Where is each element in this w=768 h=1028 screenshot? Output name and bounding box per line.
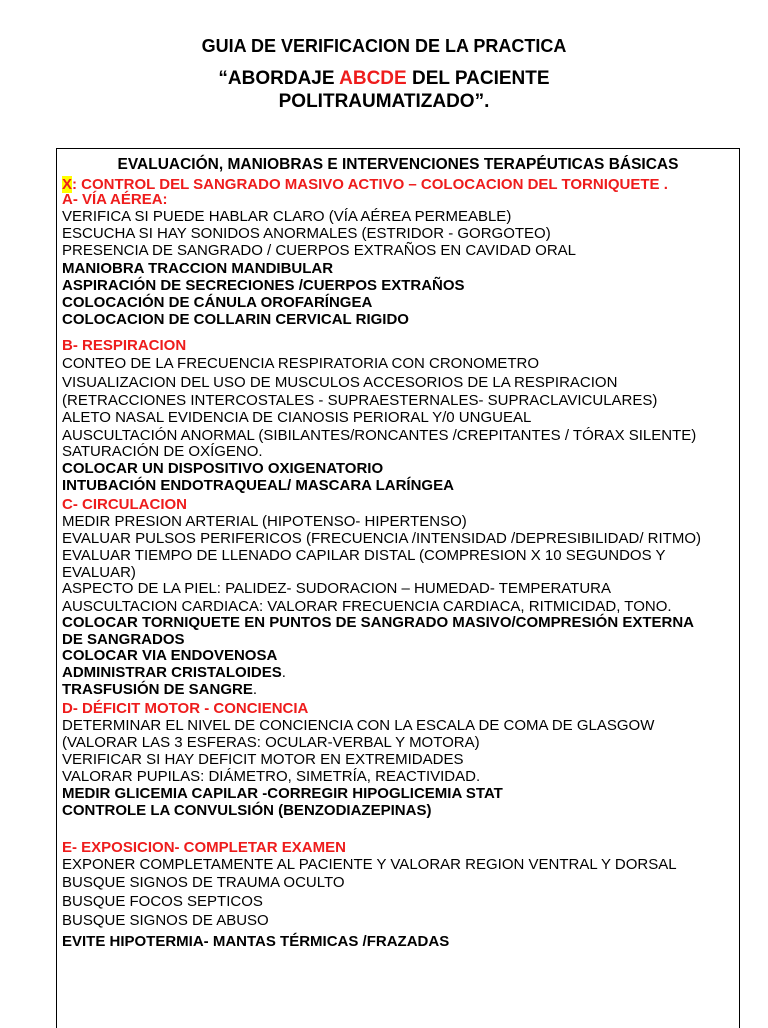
- d-item: DETERMINAR EL NIVEL DE CONCIENCIA CON LA ESCALA DE COMA DE GLASGOW: [62, 717, 655, 734]
- b-item: (RETRACCIONES INTERCOSTALES - SUPRAESTERNALES- SUPRACLAVICULARES): [62, 392, 658, 409]
- a-item: ASPIRACIÓN DE SECRECIONES /CUERPOS EXTRAÑOS: [62, 277, 465, 294]
- e-item: EVITE HIPOTERMIA- MANTAS TÉRMICAS /FRAZADAS: [62, 933, 450, 950]
- table-heading: EVALUACIÓN, MANIOBRAS E INTERVENCIONES TERAPÉUTICAS BÁSICAS: [117, 156, 679, 173]
- d-item: (VALORAR LAS 3 ESFERAS: OCULAR-VERBAL Y MOTORA): [62, 734, 480, 751]
- d-item: MEDIR GLICEMIA CAPILAR -CORREGIR HIPOGLICEMIA STAT: [62, 785, 503, 802]
- b-item: SATURACIÓN DE OXÍGENO.: [62, 443, 263, 460]
- document-subtitle: [0, 67, 768, 113]
- d-item: VALORAR PUPILAS: DIÁMETRO, SIMETRÍA, REACTIVIDAD.: [62, 768, 481, 785]
- c-item: ASPECTO DE LA PIEL: PALIDEZ- SUDORACION – HUMEDAD- TEMPERATURA: [62, 580, 612, 597]
- a-item: COLOCACION DE COLLARIN CERVICAL RIGIDO: [62, 311, 409, 328]
- b-item: AUSCULTACIÓN ANORMAL (SIBILANTES/RONCANTES /CREPITANTES / TÓRAX SILENTE): [62, 427, 697, 444]
- section-a-title: A- VÍA AÉREA:: [62, 191, 168, 208]
- c-item-period: .: [252, 681, 258, 698]
- c-item: EVALUAR PULSOS PERIFERICOS (FRECUENCIA /INTENSIDAD /DEPRESIBILIDAD/ RITMO): [62, 530, 702, 547]
- c-item: [62, 664, 286, 681]
- b-item: INTUBACIÓN ENDOTRAQUEAL/ MASCARA LARÍNGEA: [62, 477, 454, 494]
- a-item: MANIOBRA TRACCION MANDIBULAR: [62, 260, 334, 277]
- c-item-text: TRASFUSIÓN DE SANGRE: [62, 681, 253, 698]
- c-item: COLOCAR TORNIQUETE EN PUNTOS DE SANGRADO MASIVO/COMPRESIÓN EXTERNA: [62, 614, 694, 631]
- a-item: COLOCACIÓN DE CÁNULA OROFARÍNGEA: [62, 294, 373, 311]
- a-item: ESCUCHA SI HAY SONIDOS ANORMALES (ESTRIDOR - GORGOTEO): [62, 225, 551, 242]
- e-item: EXPONER COMPLETAMENTE AL PACIENTE Y VALORAR REGION VENTRAL Y DORSAL: [62, 856, 677, 873]
- c-item: EVALUAR): [62, 564, 136, 581]
- a-item: VERIFICA SI PUEDE HABLAR CLARO (VÍA AÉREA PERMEABLE): [62, 208, 512, 225]
- c-item: COLOCAR VIA ENDOVENOSA: [62, 647, 278, 664]
- e-item: BUSQUE SIGNOS DE ABUSO: [62, 912, 269, 929]
- b-item: ALETO NASAL EVIDENCIA DE CIANOSIS PERIORAL Y/0 UNGUEAL: [62, 409, 532, 426]
- c-item: DE SANGRADOS: [62, 631, 185, 648]
- e-item: BUSQUE FOCOS SEPTICOS: [62, 893, 263, 910]
- subtitle-post: DEL PACIENTE: [406, 68, 550, 89]
- section-c-title: C- CIRCULACION: [62, 496, 187, 513]
- subtitle-line3: POLITRAUMATIZADO”.: [278, 91, 490, 112]
- c-item: [62, 681, 257, 698]
- b-item: COLOCAR UN DISPOSITIVO OXIGENATORIO: [62, 460, 384, 477]
- b-item: CONTEO DE LA FRECUENCIA RESPIRATORIA CON CRONOMETRO: [62, 355, 540, 372]
- c-item: MEDIR PRESION ARTERIAL (HIPOTENSO- HIPERTENSO): [62, 513, 467, 530]
- section-d-title: D- DÉFICIT MOTOR - CONCIENCIA: [62, 700, 309, 717]
- c-item-text: ADMINISTRAR CRISTALOIDES: [62, 664, 282, 681]
- c-item: AUSCULTACION CARDIACA: VALORAR FRECUENCIA CARDIACA, RITMICIDAD, TONO.: [62, 598, 672, 615]
- section-e-title: E- EXPOSICION- COMPLETAR EXAMEN: [62, 839, 346, 856]
- e-item: BUSQUE SIGNOS DE TRAUMA OCULTO: [62, 874, 345, 891]
- a-item: PRESENCIA DE SANGRADO / CUERPOS EXTRAÑOS EN CAVIDAD ORAL: [62, 242, 576, 259]
- c-item: EVALUAR TIEMPO DE LLENADO CAPILAR DISTAL (COMPRESION X 10 SEGUNDOS Y: [62, 547, 666, 564]
- d-item: CONTROLE LA CONVULSIÓN (BENZODIAZEPINAS): [62, 802, 432, 819]
- subtitle-abcde: ABCDE: [339, 68, 407, 89]
- d-item: VERIFICAR SI HAY DEFICIT MOTOR EN EXTREMIDADES: [62, 751, 464, 768]
- c-item-period: .: [281, 664, 286, 681]
- x-marker: X: [62, 176, 73, 193]
- document-title: GUIA DE VERIFICACION DE LA PRACTICA: [201, 36, 567, 56]
- subtitle-pre: “ABORDAJE: [218, 68, 340, 89]
- b-item: VISUALIZACION DEL USO DE MUSCULOS ACCESORIOS DE LA RESPIRACION: [62, 374, 618, 391]
- section-b-title: B- RESPIRACION: [62, 337, 187, 354]
- x-text: : CONTROL DEL SANGRADO MASIVO ACTIVO – COLOCACION DEL TORNIQUETE .: [72, 176, 668, 193]
